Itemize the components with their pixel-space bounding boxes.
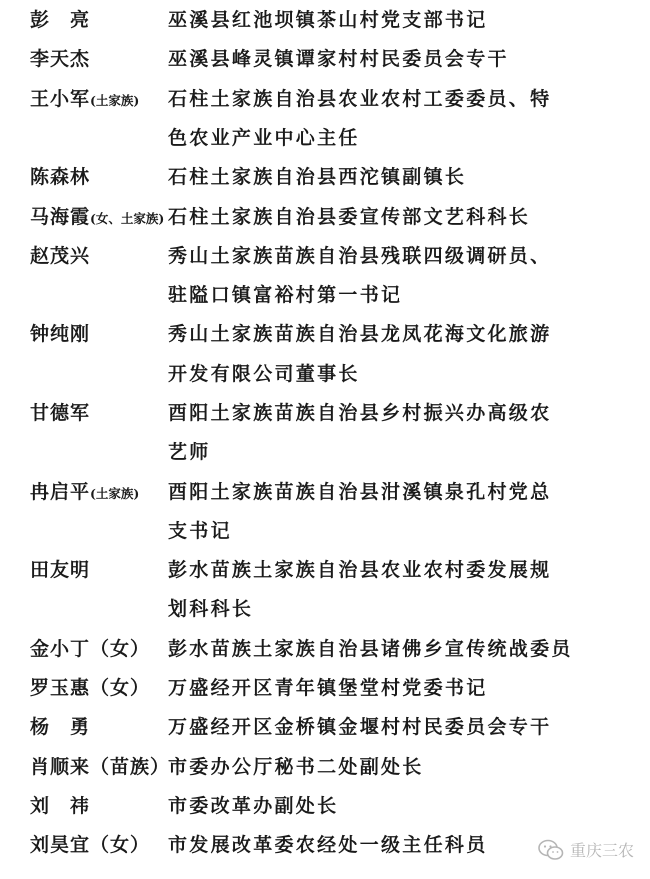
member-name (30, 403, 90, 423)
member-name-text: 彭 亮 (30, 9, 91, 31)
member-name-text: 陈森林 (30, 166, 91, 189)
member-position-line: 石柱土家族自治县委宣传部文艺科科长 (168, 205, 531, 228)
wechat-logo-icon (538, 839, 564, 861)
member-name-text: 钟纯刚 (30, 323, 91, 346)
member-name-note: (土家族) (90, 92, 140, 108)
member-name (30, 796, 90, 816)
member-position-line: 支书记 (168, 519, 232, 542)
member-name-text: 冉启平 (30, 480, 91, 503)
member-name-text: 甘德军 (30, 402, 91, 424)
member-position-line: 驻隘口镇富裕村第一书记 (168, 284, 403, 307)
member-name-text: 罗玉惠（女） (30, 677, 151, 700)
member-name (30, 324, 90, 344)
member-name-note: (女、土家族) (90, 210, 165, 226)
member-position-line: 市委改革办副处长 (168, 795, 339, 817)
member-position-line: 秀山土家族苗族自治县龙凤花海文化旅游 (168, 323, 552, 346)
member-name-text: 李天杰 (30, 48, 91, 71)
member-name-note: (土家族) (90, 485, 140, 501)
member-name (30, 639, 150, 659)
member-position-line: 巫溪县峰灵镇谭家村村民委员会专干 (168, 48, 509, 71)
member-name (30, 49, 90, 69)
member-name (30, 560, 90, 580)
member-name-text: 马海霞 (30, 205, 91, 228)
member-name-text: 田友明 (30, 559, 91, 582)
member-position-line: 万盛经开区金桥镇金堰村村民委员会专干 (168, 716, 552, 739)
member-name-text: 肖顺来（苗族） (30, 755, 171, 778)
member-position-line: 色农业产业中心主任 (168, 126, 360, 149)
member-name-text: 赵茂兴 (30, 244, 91, 267)
watermark (538, 838, 634, 861)
member-position-line: 酉阳土家族苗族自治县乡村振兴办高级农 (168, 402, 552, 424)
member-position-line: 万盛经开区青年镇堡堂村党委书记 (168, 677, 488, 700)
member-name (30, 89, 139, 111)
member-position-line: 石柱土家族自治县农业农村工委委员、特 (168, 87, 552, 110)
member-name (30, 757, 170, 777)
member-name (30, 717, 90, 737)
member-position-line: 市委办公厅秘书二处副处长 (168, 755, 424, 778)
member-position-line: 石柱土家族自治县西沱镇副镇长 (168, 166, 467, 189)
member-position-line: 艺师 (168, 441, 211, 464)
member-position-line: 酉阳土家族苗族自治县泔溪镇泉孔村党总 (168, 480, 552, 503)
member-position-line: 巫溪县红池坝镇茶山村党支部书记 (168, 9, 488, 31)
member-name (30, 482, 139, 504)
member-position-line: 彭水苗族土家族自治县诸佛乡宣传统战委员 (168, 637, 573, 660)
member-name (30, 167, 90, 187)
member-name (30, 10, 90, 30)
member-name-text: 金小丁（女） (30, 637, 151, 660)
member-name (30, 835, 150, 855)
member-position-line: 划科科长 (168, 598, 254, 621)
member-name (30, 207, 164, 229)
member-position-line: 市发展改革委农经处一级主任科员 (168, 834, 488, 857)
member-name (30, 246, 90, 266)
member-name-text: 杨 勇 (30, 716, 91, 739)
watermark-text: 重庆三农 (569, 841, 634, 860)
member-name-text: 王小军 (30, 87, 91, 110)
member-position-line: 彭水苗族土家族自治县农业农村委发展规 (168, 559, 552, 582)
member-name (30, 678, 150, 698)
member-position-line: 秀山土家族苗族自治县残联四级调研员、 (168, 244, 552, 267)
member-name-text: 刘 祎 (30, 795, 91, 817)
member-position-line: 开发有限公司董事长 (168, 362, 360, 385)
member-name-text: 刘昊宜（女） (30, 834, 151, 857)
